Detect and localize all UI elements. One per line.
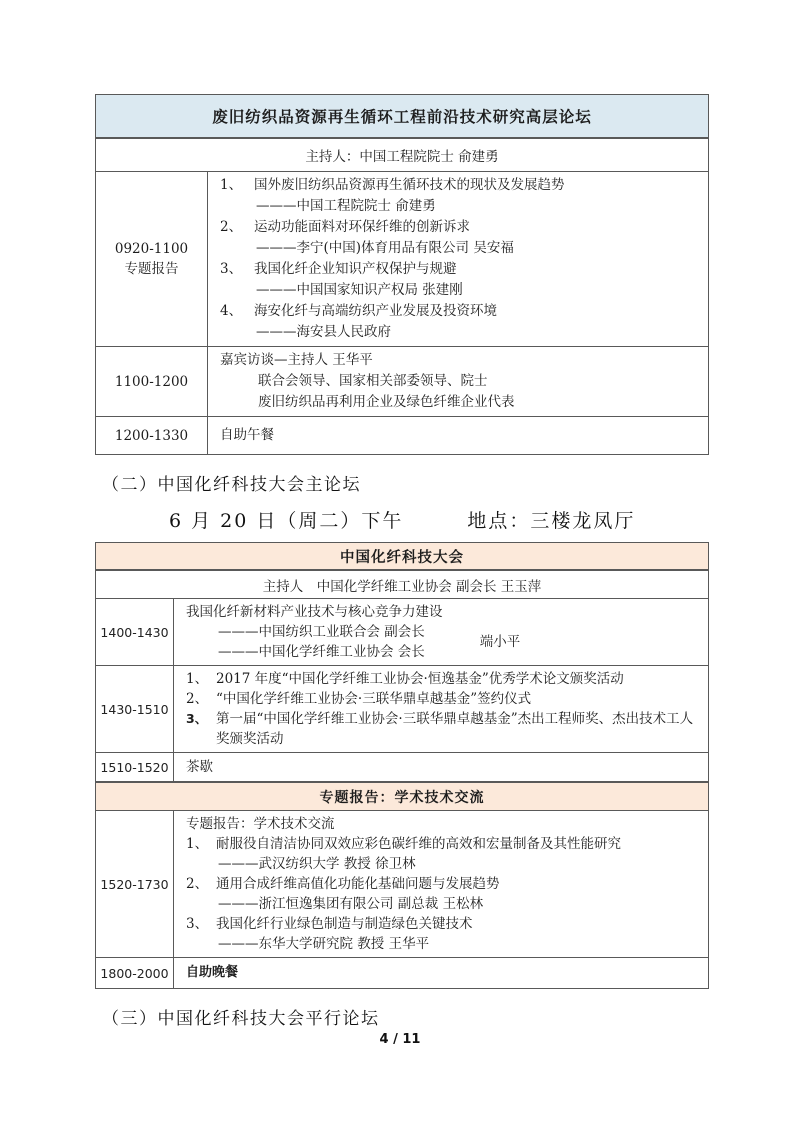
conference-subheader-row: [96, 781, 708, 810]
conference-session2-row: [96, 665, 708, 752]
item-speaker: ———武汉纺织大学 教授 徐卫林: [218, 856, 416, 872]
agenda-item: [220, 217, 700, 238]
item-number: 1、: [186, 671, 209, 687]
item-number: 2、: [186, 691, 209, 707]
session-content: [174, 753, 708, 781]
session-content: [174, 811, 708, 957]
item-number: 1、: [186, 836, 209, 852]
agenda-item: [186, 874, 700, 894]
agenda-item: [186, 834, 700, 854]
session-time: 1520-1730: [100, 876, 169, 892]
session-time: 1200-1330: [114, 427, 189, 444]
session-content: [208, 417, 708, 454]
forum-table: [95, 94, 709, 455]
forum-table-title: 废旧纺织品资源再生循环工程前沿技术研究高层论坛: [96, 95, 708, 137]
lunch-label: 自助午餐: [220, 427, 274, 443]
conference-session4-row: [96, 810, 708, 957]
agenda-item: [220, 175, 700, 196]
time-cell: [96, 347, 208, 416]
item-text: “中国化学纤维工业协会·三联华鼎卓越基金”签约仪式: [216, 691, 532, 707]
conference-session1-row: [96, 598, 708, 665]
agenda-item: [186, 709, 700, 749]
item-speaker: ———李宁(中国)体育用品有限公司 吴安福: [256, 240, 514, 256]
agenda-item: [186, 669, 700, 689]
talk-title: 我国化纤新材料产业技术与核心竞争力建设: [186, 604, 443, 620]
section2-date-heading: [169, 506, 709, 533]
interview-title: 嘉宾访谈—主持人 王华平: [220, 352, 373, 368]
item-speaker: ———浙江恒逸集团有限公司 副总裁 王松林: [218, 896, 484, 912]
item-text: 2017 年度“中国化学纤维工业协会·恒逸基金”优秀学术论文颁奖活动: [216, 671, 624, 687]
item-title: 海安化纤与高端纺织产业发展及投资环境: [254, 303, 497, 319]
item-number: 3、: [220, 261, 243, 277]
session-time: 1800-2000: [100, 965, 169, 981]
dinner-label: 自助晚餐: [186, 965, 239, 980]
item-number: 3、: [186, 916, 209, 932]
conference-title-row: [96, 543, 708, 569]
subheader-title: 专题报告：学术技术交流: [96, 782, 708, 810]
agenda-item: [186, 689, 700, 709]
conference-moderator: 主持人 中国化学纤维工业协会 副会长 王玉萍: [96, 570, 708, 598]
forum-moderator: 主持人：中国工程院院士 俞建勇: [96, 138, 708, 171]
interview-guests: 废旧纺织品再利用企业及绿色纤维企业代表: [258, 394, 515, 410]
forum-session3-row: [96, 416, 708, 454]
session-time: 1100-1200: [114, 373, 189, 390]
session-content: [208, 347, 708, 416]
item-speaker: ———海安县人民政府: [256, 324, 391, 340]
forum-session1-row: [96, 171, 708, 346]
item-speaker: ———中国国家知识产权局 张建刚: [256, 282, 463, 298]
conference-table-title: 中国化纤科技大会: [96, 543, 708, 569]
section2-heading: （二）中国化纤科技大会主论坛: [102, 475, 361, 495]
time-cell: [96, 753, 174, 781]
conference-session3-row: [96, 752, 708, 781]
agenda-item: [220, 301, 700, 322]
item-number: 1、: [220, 177, 243, 193]
item-text: 第一届“中国化学纤维工业协会·三联华鼎卓越基金”杰出工程师奖、杰出技术工人奖颁奖活动: [216, 711, 694, 747]
affiliation-line: ———中国化学纤维工业协会 会长: [218, 644, 425, 660]
tea-break-label: 茶歇: [186, 759, 213, 775]
session-time: 1430-1510: [100, 701, 169, 717]
time-cell: [96, 811, 174, 957]
venue-text: 地点：三楼龙凤厅: [467, 510, 636, 532]
time-cell: [96, 958, 174, 988]
session-type: 专题报告: [124, 261, 179, 277]
session-content: [174, 666, 708, 752]
forum-title-row: [96, 95, 708, 137]
forum-session2-row: [96, 346, 708, 416]
conference-session5-row: [96, 957, 708, 988]
speaker-affiliations: [186, 622, 425, 662]
item-title: 国外废旧纺织品资源再生循环技术的现状及发展趋势: [254, 177, 565, 193]
item-title: 运动功能面料对环保纤维的创新诉求: [254, 219, 470, 235]
speaker-name: 端小平: [479, 634, 521, 650]
agenda-item: [186, 914, 700, 934]
session-time: 1510-1520: [100, 759, 169, 775]
agenda-item: [220, 259, 700, 280]
item-number: 2、: [220, 219, 243, 235]
date-text: 6 月 20 日（周二）下午: [169, 510, 404, 532]
item-title: 我国化纤行业绿色制造与制造绿色关键技术: [216, 916, 473, 932]
time-cell: [96, 417, 208, 454]
conference-table: [95, 542, 709, 989]
time-cell: [96, 172, 208, 346]
item-title: 通用合成纤维高值化功能化基础问题与发展趋势: [216, 876, 500, 892]
item-number: 4、: [220, 303, 243, 319]
time-cell: [96, 599, 174, 665]
section3-heading: （三）中国化纤科技大会平行论坛: [102, 1009, 380, 1029]
session-intro: 专题报告：学术技术交流: [186, 816, 335, 832]
affiliation-line: ———中国纺织工业联合会 副会长: [218, 624, 425, 640]
session-content: [208, 172, 708, 346]
session-content: [174, 958, 708, 988]
interview-guests: 联合会领导、国家相关部委领导、院士: [258, 373, 488, 389]
session-content: [174, 599, 708, 665]
time-cell: [96, 666, 174, 752]
forum-moderator-row: [96, 137, 708, 171]
page-number: 4 / 11: [379, 1032, 421, 1047]
item-title: 我国化纤企业知识产权保护与规避: [254, 261, 457, 277]
item-title: 耐服役自清洁协同双效应彩色碳纤维的高效和宏量制备及其性能研究: [216, 836, 621, 852]
item-speaker: ———中国工程院院士 俞建勇: [256, 198, 436, 214]
session-time: 1400-1430: [100, 624, 169, 640]
speaker-group: [186, 622, 700, 662]
item-speaker: ———东华大学研究院 教授 王华平: [218, 936, 430, 952]
page-content: [95, 94, 709, 1029]
item-number: 3、: [186, 711, 208, 726]
item-number: 2、: [186, 876, 209, 892]
session-time: 0920-1100: [114, 241, 189, 257]
conference-moderator-row: [96, 569, 708, 598]
